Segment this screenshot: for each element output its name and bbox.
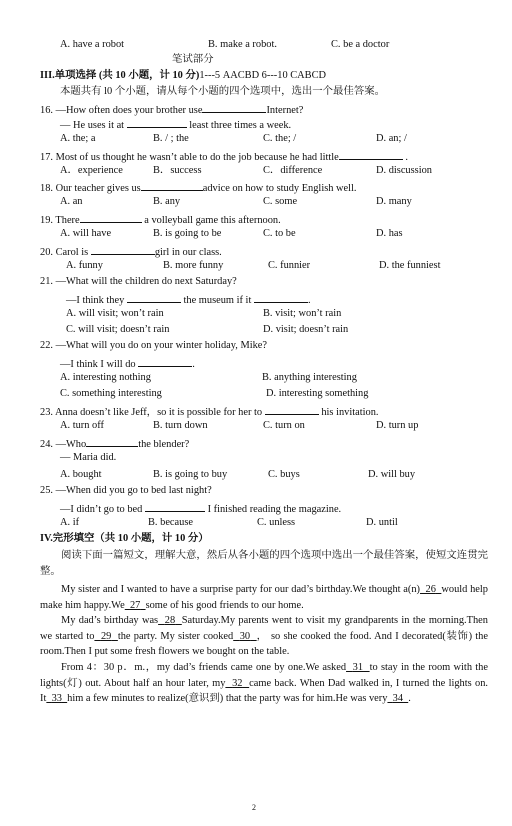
q24-option-c: C. buys: [268, 469, 300, 480]
cloze-passage: [40, 582, 488, 707]
q25-option-a: A. if: [60, 517, 80, 528]
blank-number: 31: [352, 661, 364, 673]
passage-text: From 4：30 p．m.，my dad’s friends came one by one.We asked: [61, 661, 347, 673]
page-number: 2: [252, 803, 256, 812]
q19-option-b: B. is going to be: [153, 228, 222, 239]
q25-reply-start: —I didn’t go to bed: [60, 504, 143, 515]
q17-option-a: A．experience: [60, 165, 123, 176]
question-18: [40, 181, 357, 194]
passage-text: to stay in the room with the lights(灯) out. About half an hour later, my: [40, 661, 488, 689]
question-20: [40, 245, 222, 258]
blank-number: 32: [232, 677, 243, 689]
q22-reply-start: —I think I will do: [60, 359, 136, 370]
passage-text: would help make him happy.We: [40, 584, 488, 611]
q20-option-d: D. the funniest: [379, 260, 441, 271]
passage-paragraph-1: [40, 582, 488, 613]
passage-text: My sister and I wanted to have a surprise party for our dad’s birthday.We thought a(n): [61, 584, 421, 595]
q22-option-a: A. interesting nothing: [60, 372, 151, 383]
q22-option-c: C. something interesting: [60, 388, 162, 399]
q16-reply-end: least three times a week.: [189, 120, 292, 131]
q25-reply: [60, 502, 341, 515]
q21-option-d: D. visit; doesn’t rain: [263, 324, 349, 335]
question-25: 25. —When did you go to bed last night?: [40, 485, 212, 496]
q17-stem: 17. Most of us thought he wasn’t able to do the job because he had little: [40, 152, 339, 163]
passage-paragraph-3: [40, 660, 488, 707]
question-23: [40, 405, 379, 418]
blank-number: 28: [164, 615, 176, 627]
blank-28: [158, 615, 182, 626]
section4-instruction-text: 阅读下面一篇短文，理解大意，然后从各小题的四个选项中选出一个最佳答案，使短文连贯完整。: [40, 550, 488, 577]
answer-blank: [80, 213, 142, 223]
q22-reply: [60, 357, 195, 370]
q19-option-c: C. to be: [263, 228, 296, 239]
q16-stem: 16. —How often does your brother use: [40, 105, 203, 116]
written-part-heading: 笔试部分: [172, 54, 214, 65]
q18-option-d: D. many: [376, 196, 412, 207]
q25-reply-end: I finished reading the magazine.: [207, 504, 342, 515]
q18-option-c: C. some: [263, 196, 298, 207]
q25-option-c: C. unless: [257, 517, 296, 528]
q23-option-b: B. turn down: [153, 420, 208, 431]
q20-stem: 20. Carol is: [40, 247, 89, 258]
option-c: C. be a doctor: [331, 39, 390, 50]
q24-option-b: B. is going to buy: [153, 469, 228, 480]
q22-option-b: B. anything interesting: [262, 372, 357, 383]
option-b: B. make a robot.: [208, 39, 277, 50]
q25-option-d: D. until: [366, 517, 398, 528]
q16-option-d: D. an; /: [376, 133, 407, 144]
passage-text: the party. My sister cooked: [117, 630, 234, 642]
answer-blank: [202, 103, 266, 113]
blank-26: [420, 584, 441, 595]
question-22: 22. —What will you do on your winter holiday, Mike?: [40, 340, 268, 351]
blank-number: 33: [51, 693, 62, 705]
passage-text: him a few minutes to realize(意识到) that the party was for him.He was very: [67, 693, 388, 705]
answer-blank: [145, 502, 205, 512]
blank-33: [46, 693, 67, 704]
q22-option-d: D. interesting something: [266, 388, 369, 399]
blank-number: 27: [129, 599, 141, 611]
q20-option-a: A. funny: [66, 260, 103, 271]
passage-text: .: [408, 693, 411, 705]
q21-reply: [66, 293, 311, 306]
answer-blank: [138, 357, 192, 367]
question-21: 21. —What will the children do next Saturday?: [40, 276, 237, 287]
answer-blank: [141, 181, 203, 191]
section3-instruction: 本题共有 l0 个小题，请从每个小题的四个选项中，选出一个最佳答案。: [60, 86, 385, 97]
q16-line2: [60, 118, 291, 131]
question-24: [40, 437, 189, 450]
question-16: [40, 103, 303, 116]
passage-text: My dad’s birthday was: [61, 615, 159, 627]
q21-option-b: B. visit; won’t rain: [263, 308, 342, 319]
section3-answers: 1---5 AACBD 6---10 CABCD: [199, 70, 327, 81]
q23-option-c: C. turn on: [263, 420, 305, 431]
q17-option-d: D. discussion: [376, 165, 432, 176]
blank-34: [387, 693, 408, 704]
answer-blank: [127, 293, 181, 303]
section3-title: III.单项选择 (共 10 小题，计 10 分): [40, 70, 200, 81]
passage-text: some of his good friends to our home.: [145, 599, 304, 611]
q19-stem: 19. There: [40, 215, 80, 226]
blank-29: [94, 631, 117, 642]
q23-option-d: D. turn up: [376, 420, 419, 431]
blank-number: 26: [425, 584, 436, 595]
q19-option-a: A. will have: [60, 228, 112, 239]
blank-number: 30: [239, 630, 251, 642]
q24-option-a: A. bought: [60, 469, 102, 480]
option-a: A. have a robot: [60, 39, 125, 50]
q20-option-b: B. more funny: [163, 260, 224, 271]
q17-option-c: C．difference: [263, 165, 323, 176]
q16-option-a: A. the; a: [60, 133, 96, 144]
q18-stem: 18. Our teacher gives us: [40, 183, 141, 194]
answer-blank: [127, 118, 187, 128]
passage-text: ， so she cooked the food. And I decorated(装饰) the room.Then I put some fresh flowers we bought on the table.: [40, 630, 488, 658]
q16-option-c: C. the; /: [263, 133, 297, 144]
blank-27: [125, 600, 146, 611]
q24-reply: — Maria did.: [60, 452, 117, 463]
question-19: [40, 213, 281, 226]
blank-32: [225, 678, 249, 689]
q24-stem-end: the blender?: [138, 439, 190, 450]
section3-header: [40, 71, 326, 81]
answer-blank: [339, 150, 403, 160]
q17-end: .: [405, 152, 408, 163]
blank-number: 29: [100, 630, 112, 642]
q24-stem: 24. —Who: [40, 439, 87, 450]
passage-text: Saturday.My parents went to visit my grandparents in the morning.Then we started to: [40, 615, 488, 642]
q16-stem-end: Internet?: [266, 105, 304, 116]
blank-number: 34: [392, 693, 404, 705]
q16-reply: — He uses it at: [60, 120, 125, 131]
section4-title: IV.完形填空（共 10 小题，计 10 分）: [40, 533, 209, 544]
q23-stem-end: his invitation.: [321, 407, 379, 418]
q21-option-c: C. will visit; doesn’t rain: [66, 324, 170, 335]
q20-option-c: C. funnier: [268, 260, 311, 271]
q19-option-d: D. has: [376, 228, 403, 239]
q19-stem-end: a volleyball game this afternoon.: [144, 215, 281, 226]
q25-option-b: B. because: [148, 517, 194, 528]
q21-end: .: [307, 295, 311, 306]
answer-blank: [254, 293, 308, 303]
q18-option-b: B. any: [153, 196, 181, 207]
answer-blank: [86, 437, 138, 447]
question-17: [40, 150, 408, 163]
blank-31: [346, 662, 370, 673]
passage-text: came back. When Dad walked in, I turned the lights on. It: [40, 677, 488, 705]
q21-reply-start: —I think they: [66, 295, 125, 306]
answer-blank: [91, 245, 155, 255]
q22-end: .: [192, 359, 195, 370]
q21-option-a: A. will visit; won’t rain: [66, 308, 164, 319]
section4-instruction: [40, 548, 488, 579]
answer-blank: [265, 405, 319, 415]
passage-paragraph-2: [40, 613, 488, 660]
q18-option-a: A. an: [60, 196, 83, 207]
q18-stem-end: advice on how to study English well.: [202, 183, 357, 194]
q23-option-a: A. turn off: [60, 420, 104, 431]
q24-option-d: D. will buy: [368, 469, 416, 480]
q20-stem-end: girl in our class.: [154, 247, 222, 258]
q21-reply-mid: the museum if it: [183, 295, 252, 306]
q17-option-b: B．success: [153, 165, 202, 176]
blank-30: [233, 631, 256, 642]
q23-stem: 23. Anna doesn’t like Jeff，so it is possible for her to: [40, 407, 263, 418]
q16-option-b: B. / ; the: [153, 133, 189, 144]
